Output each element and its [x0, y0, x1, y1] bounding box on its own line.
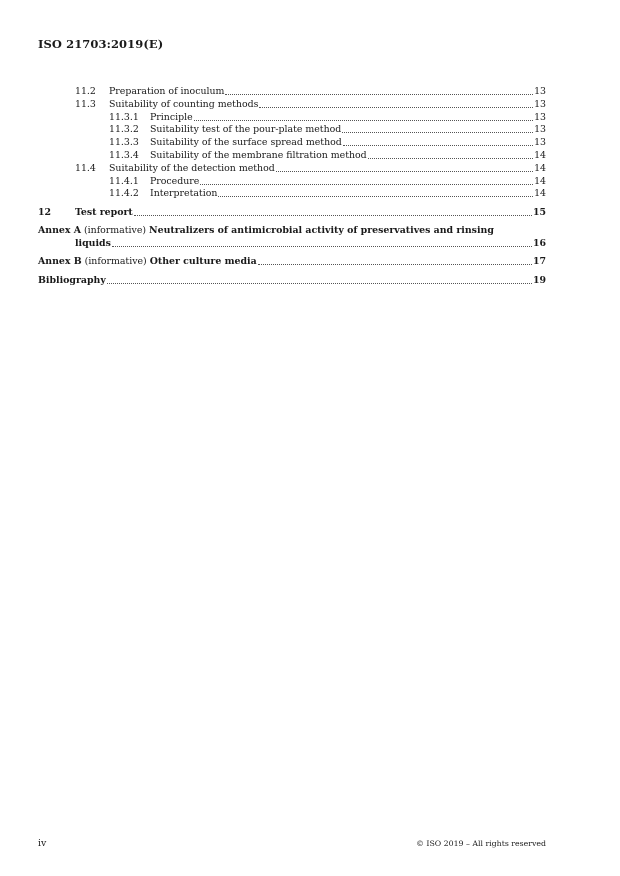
toc-entry-title: Interpretation: [150, 188, 218, 199]
toc-leader-dots: [342, 125, 533, 133]
toc-entry-number: 11.2: [75, 86, 96, 97]
toc-entry-title: Suitability of the detection method: [109, 163, 275, 174]
toc-entry-12[interactable]: [38, 207, 546, 219]
toc-entry-title: Other culture media: [149, 256, 257, 267]
toc-entry-number: 11.3.3: [109, 137, 139, 148]
page-header: ISO 21703:2019(E): [38, 37, 164, 51]
toc-entry-title: Preparation of inoculum: [109, 86, 225, 97]
toc-entry-page: 19: [532, 275, 546, 286]
toc-entry-title: Principle: [150, 112, 193, 123]
toc-entry-title: Suitability of counting methods: [109, 99, 259, 110]
toc-entry-11-4-1[interactable]: [109, 176, 546, 188]
toc-entry-title: Suitability test of the pour-plate method: [150, 124, 342, 135]
toc-entry-11-3-4[interactable]: [109, 150, 546, 162]
toc-entry-11-3-1[interactable]: [109, 112, 546, 124]
toc-entry-title: Bibliography: [38, 275, 106, 286]
toc-entry-number: 12: [38, 207, 52, 218]
toc-entry-page: 14: [534, 176, 546, 187]
toc-entry-page: 14: [534, 150, 546, 161]
toc-leader-dots: [218, 189, 533, 197]
toc-entry-page: 13: [534, 137, 546, 148]
toc-entry-annex-a-cont[interactable]: [75, 238, 546, 250]
toc-entry-number: 11.4.2: [109, 188, 139, 199]
toc-entry-page: 17: [532, 256, 546, 267]
toc-entry-bibliography[interactable]: [38, 275, 546, 287]
toc-entry-qualifier: (informative): [84, 225, 147, 236]
toc-entry-number: Annex B: [38, 256, 82, 267]
toc-entry-number: 11.3: [75, 99, 96, 110]
toc-leader-dots: [259, 100, 533, 108]
toc-entry-qualifier: (informative): [84, 256, 147, 267]
toc-entry-number: 11.4: [75, 163, 96, 174]
toc-entry-11-3-3[interactable]: [109, 137, 546, 149]
toc-leader-dots: [258, 257, 532, 265]
toc-entry-page: 16: [532, 238, 546, 249]
toc-entry-title: Procedure: [150, 176, 200, 187]
toc-entry-title: Suitability of the surface spread method: [150, 137, 342, 148]
toc-entry-11-3[interactable]: [75, 99, 546, 111]
toc-leader-dots: [225, 87, 533, 95]
toc-entry-annex-a[interactable]: [38, 225, 546, 237]
toc-leader-dots: [276, 164, 533, 172]
toc-leader-dots: [134, 208, 532, 216]
toc-entry-page: 15: [532, 207, 546, 218]
toc-entry-11-4-2[interactable]: [109, 188, 546, 200]
toc-entry-page: 13: [534, 112, 546, 123]
toc-entry-11-3-2[interactable]: [109, 124, 546, 136]
toc-entry-title-continuation: liquids: [75, 238, 111, 249]
toc-leader-dots: [368, 151, 533, 159]
toc-entry-title: Suitability of the membrane filtration method: [150, 150, 367, 161]
toc-entry-number: 11.4.1: [109, 176, 139, 187]
toc-entry-number: 11.3.1: [109, 112, 139, 123]
toc-entry-annex-b[interactable]: [38, 256, 546, 268]
footer-copyright: © ISO 2019 – All rights reserved: [416, 839, 546, 848]
toc-entry-page: 14: [534, 188, 546, 199]
toc-entry-11-2[interactable]: [75, 86, 546, 98]
toc-entry-title: Neutralizers of antimicrobial activity of preservatives and rinsing: [149, 225, 494, 236]
toc-leader-dots: [343, 138, 533, 146]
toc-leader-dots: [200, 177, 533, 185]
toc-entry-number: 11.3.2: [109, 124, 139, 135]
toc-entry-title: Test report: [75, 207, 133, 218]
toc-leader-dots: [107, 276, 532, 284]
toc-entry-page: 13: [534, 86, 546, 97]
toc-entry-page: 13: [534, 99, 546, 110]
toc-entry-page: 13: [534, 124, 546, 135]
toc-entry-number: 11.3.4: [109, 150, 139, 161]
toc-entry-11-4[interactable]: [75, 163, 546, 175]
toc-entry-page: 14: [534, 163, 546, 174]
toc-leader-dots: [194, 113, 533, 121]
toc-leader-dots: [112, 239, 532, 247]
footer-page-number: iv: [38, 838, 47, 849]
toc-entry-number: Annex A: [38, 225, 81, 236]
